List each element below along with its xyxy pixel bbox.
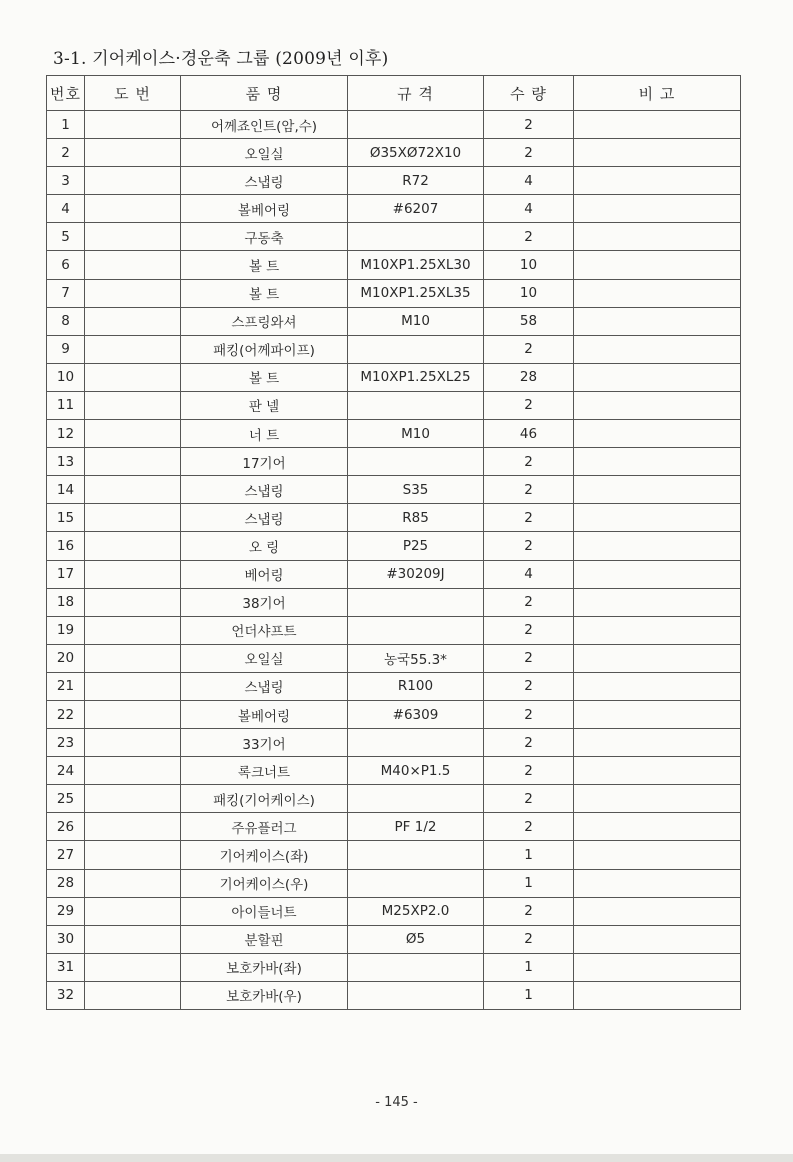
cell-drawing [85, 139, 181, 167]
table-row [47, 644, 741, 672]
cell-spec [348, 729, 484, 757]
cell-no: 13 [47, 448, 85, 476]
cell-note [574, 729, 741, 757]
cell-no: 8 [47, 307, 85, 335]
table-row [47, 363, 741, 391]
table-row [47, 476, 741, 504]
cell-note [574, 335, 741, 363]
cell-name: 분할핀 [181, 925, 348, 953]
cell-qty: 4 [484, 560, 574, 588]
cell-drawing [85, 532, 181, 560]
cell-no: 14 [47, 476, 85, 504]
cell-note [574, 897, 741, 925]
cell-spec: R85 [348, 504, 484, 532]
cell-no: 1 [47, 111, 85, 139]
header-spec: 규 격 [348, 76, 484, 111]
cell-qty: 4 [484, 195, 574, 223]
cell-note [574, 785, 741, 813]
cell-spec: PF 1/2 [348, 813, 484, 841]
cell-drawing [85, 448, 181, 476]
cell-spec [348, 953, 484, 981]
cell-name: 주유플러그 [181, 813, 348, 841]
table-row [47, 167, 741, 195]
cell-name: 패킹(기어케이스) [181, 785, 348, 813]
header-no: 번호 [47, 76, 85, 111]
table-row [47, 785, 741, 813]
cell-drawing [85, 757, 181, 785]
cell-qty: 1 [484, 841, 574, 869]
cell-note [574, 869, 741, 897]
cell-spec [348, 111, 484, 139]
cell-qty: 2 [484, 588, 574, 616]
cell-no: 9 [47, 335, 85, 363]
cell-qty: 2 [484, 532, 574, 560]
cell-drawing [85, 588, 181, 616]
cell-drawing [85, 785, 181, 813]
cell-no: 7 [47, 279, 85, 307]
cell-name: 보호카바(우) [181, 981, 348, 1009]
cell-note [574, 476, 741, 504]
cell-drawing [85, 981, 181, 1009]
cell-drawing [85, 335, 181, 363]
cell-no: 28 [47, 869, 85, 897]
cell-no: 24 [47, 757, 85, 785]
cell-drawing [85, 897, 181, 925]
cell-no: 5 [47, 223, 85, 251]
cell-name: 33기어 [181, 729, 348, 757]
cell-qty: 2 [484, 813, 574, 841]
cell-name: 볼 트 [181, 279, 348, 307]
cell-spec: M40×P1.5 [348, 757, 484, 785]
cell-note [574, 672, 741, 700]
table-row [47, 391, 741, 419]
cell-qty: 46 [484, 420, 574, 448]
cell-no: 11 [47, 391, 85, 419]
cell-name: 패킹(어께파이프) [181, 335, 348, 363]
table-row [47, 111, 741, 139]
table-row [47, 139, 741, 167]
table-row [47, 335, 741, 363]
cell-qty: 28 [484, 363, 574, 391]
cell-note [574, 981, 741, 1009]
cell-name: 스냅링 [181, 672, 348, 700]
cell-no: 29 [47, 897, 85, 925]
cell-no: 26 [47, 813, 85, 841]
table-row [47, 757, 741, 785]
cell-qty: 2 [484, 897, 574, 925]
cell-note [574, 925, 741, 953]
cell-note [574, 279, 741, 307]
cell-name: 스냅링 [181, 504, 348, 532]
table-row [47, 195, 741, 223]
cell-no: 12 [47, 420, 85, 448]
cell-spec: Ø5 [348, 925, 484, 953]
table-row [47, 616, 741, 644]
table-row [47, 925, 741, 953]
cell-spec: #6207 [348, 195, 484, 223]
cell-name: 스프링와셔 [181, 307, 348, 335]
cell-qty: 10 [484, 251, 574, 279]
cell-qty: 2 [484, 925, 574, 953]
header-name: 품 명 [181, 76, 348, 111]
table-row [47, 729, 741, 757]
cell-note [574, 167, 741, 195]
cell-no: 15 [47, 504, 85, 532]
cell-note [574, 223, 741, 251]
cell-drawing [85, 391, 181, 419]
cell-no: 25 [47, 785, 85, 813]
table-row [47, 504, 741, 532]
cell-drawing [85, 279, 181, 307]
cell-name: 판 넬 [181, 391, 348, 419]
table-row [47, 869, 741, 897]
cell-drawing [85, 476, 181, 504]
cell-drawing [85, 560, 181, 588]
cell-drawing [85, 616, 181, 644]
table-row [47, 307, 741, 335]
cell-drawing [85, 363, 181, 391]
cell-qty: 2 [484, 448, 574, 476]
cell-drawing [85, 700, 181, 728]
table-row [47, 420, 741, 448]
cell-drawing [85, 111, 181, 139]
cell-note [574, 532, 741, 560]
cell-qty: 4 [484, 167, 574, 195]
cell-spec [348, 335, 484, 363]
cell-name: 오일실 [181, 644, 348, 672]
cell-drawing [85, 672, 181, 700]
cell-no: 20 [47, 644, 85, 672]
cell-qty: 1 [484, 869, 574, 897]
cell-spec: M10XP1.25XL25 [348, 363, 484, 391]
table-row [47, 672, 741, 700]
cell-spec: R72 [348, 167, 484, 195]
cell-spec: M10XP1.25XL35 [348, 279, 484, 307]
cell-name: 기어케이스(우) [181, 869, 348, 897]
table-row [47, 532, 741, 560]
cell-spec: M25XP2.0 [348, 897, 484, 925]
cell-no: 10 [47, 363, 85, 391]
cell-note [574, 700, 741, 728]
cell-note [574, 841, 741, 869]
cell-drawing [85, 223, 181, 251]
cell-spec [348, 785, 484, 813]
cell-drawing [85, 167, 181, 195]
cell-note [574, 504, 741, 532]
cell-no: 21 [47, 672, 85, 700]
cell-qty: 2 [484, 757, 574, 785]
cell-qty: 2 [484, 335, 574, 363]
cell-qty: 2 [484, 476, 574, 504]
cell-drawing [85, 307, 181, 335]
cell-name: 볼 트 [181, 363, 348, 391]
cell-qty: 2 [484, 729, 574, 757]
page-title: 3-1. 기어케이스·경운축 그룹 (2009년 이후) [53, 49, 389, 69]
table-row [47, 560, 741, 588]
cell-note [574, 139, 741, 167]
cell-name: 스냅링 [181, 167, 348, 195]
cell-name: 베어링 [181, 560, 348, 588]
cell-no: 6 [47, 251, 85, 279]
cell-no: 4 [47, 195, 85, 223]
cell-drawing [85, 504, 181, 532]
cell-qty: 2 [484, 644, 574, 672]
cell-note [574, 588, 741, 616]
cell-name: 언더샤프트 [181, 616, 348, 644]
cell-no: 3 [47, 167, 85, 195]
cell-drawing [85, 869, 181, 897]
cell-name: 너 트 [181, 420, 348, 448]
cell-qty: 2 [484, 785, 574, 813]
table-row [47, 448, 741, 476]
cell-spec: Ø35XØ72X10 [348, 139, 484, 167]
cell-spec: M10 [348, 307, 484, 335]
cell-drawing [85, 420, 181, 448]
cell-qty: 2 [484, 616, 574, 644]
cell-qty: 2 [484, 139, 574, 167]
cell-qty: 58 [484, 307, 574, 335]
cell-qty: 2 [484, 672, 574, 700]
cell-name: 보호카바(좌) [181, 953, 348, 981]
page-number: - 145 - [375, 1095, 418, 1110]
cell-spec [348, 448, 484, 476]
cell-no: 18 [47, 588, 85, 616]
table-row [47, 981, 741, 1009]
cell-drawing [85, 841, 181, 869]
cell-spec: M10XP1.25XL30 [348, 251, 484, 279]
header-drawing: 도 번 [85, 76, 181, 111]
cell-spec: S35 [348, 476, 484, 504]
cell-name: 어께죠인트(암,수) [181, 111, 348, 139]
table-row [47, 251, 741, 279]
cell-no: 27 [47, 841, 85, 869]
cell-note [574, 195, 741, 223]
cell-no: 31 [47, 953, 85, 981]
cell-note [574, 307, 741, 335]
cell-no: 22 [47, 700, 85, 728]
cell-name: 볼베어링 [181, 195, 348, 223]
parts-table-body [47, 111, 741, 1010]
cell-spec: 농국55.3* [348, 644, 484, 672]
cell-drawing [85, 925, 181, 953]
cell-note [574, 757, 741, 785]
cell-qty: 2 [484, 700, 574, 728]
cell-qty: 10 [484, 279, 574, 307]
cell-spec [348, 616, 484, 644]
cell-name: 볼베어링 [181, 700, 348, 728]
cell-note [574, 391, 741, 419]
table-row [47, 897, 741, 925]
cell-no: 17 [47, 560, 85, 588]
header-qty: 수 량 [484, 76, 574, 111]
cell-qty: 2 [484, 223, 574, 251]
cell-name: 볼 트 [181, 251, 348, 279]
cell-name: 오 링 [181, 532, 348, 560]
cell-drawing [85, 729, 181, 757]
cell-spec [348, 223, 484, 251]
cell-no: 30 [47, 925, 85, 953]
cell-note [574, 644, 741, 672]
cell-no: 2 [47, 139, 85, 167]
table-row [47, 223, 741, 251]
cell-spec [348, 981, 484, 1009]
cell-no: 19 [47, 616, 85, 644]
cell-spec: R100 [348, 672, 484, 700]
cell-drawing [85, 195, 181, 223]
cell-qty: 1 [484, 981, 574, 1009]
cell-spec [348, 869, 484, 897]
cell-qty: 2 [484, 504, 574, 532]
table-row [47, 279, 741, 307]
cell-name: 38기어 [181, 588, 348, 616]
cell-note [574, 363, 741, 391]
table-row [47, 953, 741, 981]
table-row [47, 700, 741, 728]
cell-spec [348, 841, 484, 869]
cell-drawing [85, 251, 181, 279]
cell-no: 32 [47, 981, 85, 1009]
cell-name: 구동축 [181, 223, 348, 251]
cell-note [574, 420, 741, 448]
cell-spec [348, 588, 484, 616]
table-row [47, 813, 741, 841]
cell-drawing [85, 644, 181, 672]
cell-note [574, 111, 741, 139]
cell-qty: 2 [484, 111, 574, 139]
cell-note [574, 251, 741, 279]
cell-spec [348, 391, 484, 419]
header-note: 비 고 [574, 76, 741, 111]
cell-name: 오일실 [181, 139, 348, 167]
cell-note [574, 560, 741, 588]
table-row [47, 588, 741, 616]
cell-spec: P25 [348, 532, 484, 560]
parts-table [46, 75, 741, 1010]
cell-name: 아이들너트 [181, 897, 348, 925]
cell-spec: M10 [348, 420, 484, 448]
cell-qty: 1 [484, 953, 574, 981]
cell-name: 스냅링 [181, 476, 348, 504]
table-row [47, 841, 741, 869]
cell-note [574, 813, 741, 841]
cell-name: 17기어 [181, 448, 348, 476]
cell-drawing [85, 953, 181, 981]
table-header-row [47, 76, 741, 111]
cell-name: 록크너트 [181, 757, 348, 785]
cell-spec: #30209J [348, 560, 484, 588]
cell-note [574, 616, 741, 644]
scan-edge [0, 1154, 793, 1162]
cell-no: 23 [47, 729, 85, 757]
cell-qty: 2 [484, 391, 574, 419]
cell-no: 16 [47, 532, 85, 560]
cell-drawing [85, 813, 181, 841]
cell-note [574, 953, 741, 981]
cell-spec: #6309 [348, 700, 484, 728]
cell-note [574, 448, 741, 476]
cell-name: 기어케이스(좌) [181, 841, 348, 869]
